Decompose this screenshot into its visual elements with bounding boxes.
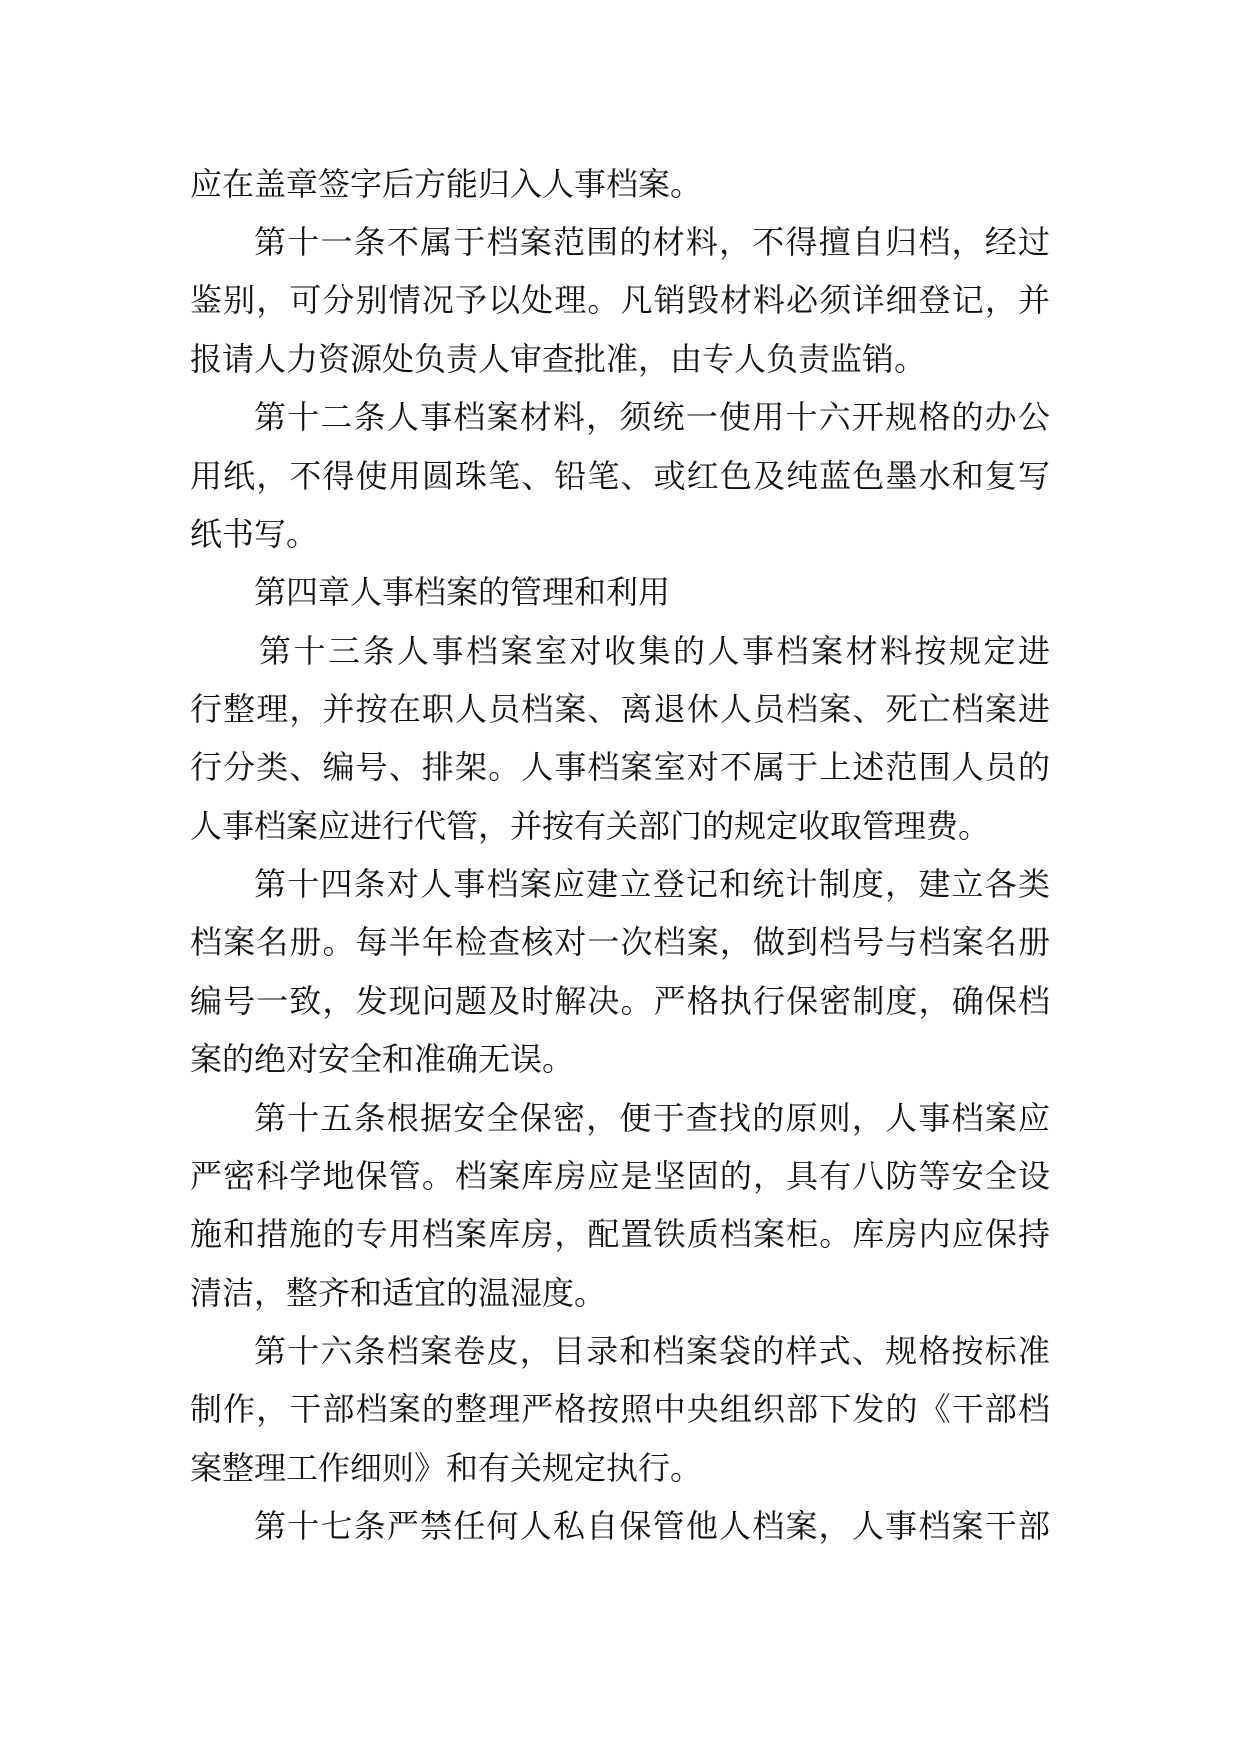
article-16-line-2: 制作，干部档案的整理严格按照中央组织部下发的《干部档 [190,1390,1050,1428]
article-12-line-3: 纸书写。 [190,515,319,553]
article-16-line-1: 第十六条档案卷皮，目录和档案袋的样式、规格按标准 [254,1332,1050,1370]
article-12-line-2: 用纸，不得使用圆珠笔、铅笔、或红色及纯蓝色墨水和复写 [190,457,1050,495]
article-11-line-1: 第十一条不属于档案范围的材料，不得擅自归档，经过 [254,223,1050,261]
article-13-line-4: 人事档案应进行代管，并按有关部门的规定收取管理费。 [190,807,991,845]
article-11-line-3: 报请人力资源处负责人审查批准，由专人负责监销。 [190,340,927,378]
article-14-line-4: 案的绝对安全和准确无误。 [190,1040,575,1078]
article-14-line-2: 档案名册。每半年检查核对一次档案，做到档号与档案名册 [190,923,1050,961]
article-16-line-3: 案整理工作细则》和有关规定执行。 [190,1449,703,1487]
text-line: 应在盖章签字后方能归入人事档案。 [190,165,703,203]
article-12-line-1: 第十二条人事档案材料，须统一使用十六开规格的办公 [254,398,1050,436]
chapter-4-heading: 第四章人事档案的管理和利用 [254,573,671,611]
article-13-line-3: 行分类、编号、排架。人事档案室对不属于上述范围人员的 [190,748,1050,786]
article-13-line-2: 行整理，并按在职人员档案、离退休人员档案、死亡档案进 [190,690,1050,728]
article-13-line-1: 第十三条人事档案室对收集的人事档案材料按规定进 [259,632,1050,670]
article-17-line-1: 第十七条严禁任何人私自保管他人档案，人事档案干部 [254,1507,1050,1545]
article-15-line-2: 严密科学地保管。档案库房应是坚固的，具有八防等安全设 [190,1157,1050,1195]
article-14-line-1: 第十四条对人事档案应建立登记和统计制度，建立各类 [254,865,1050,903]
article-14-line-3: 编号一致，发现问题及时解决。严格执行保密制度，确保档 [190,982,1050,1020]
article-15-line-3: 施和措施的专用档案库房，配置铁质档案柜。库房内应保持 [190,1215,1050,1253]
article-15-line-4: 清洁，整齐和适宜的温湿度。 [190,1274,607,1312]
article-15-line-1: 第十五条根据安全保密，便于查找的原则，人事档案应 [254,1099,1050,1137]
article-11-line-2: 鉴别，可分别情况予以处理。凡销毁材料必须详细登记，并 [190,281,1050,319]
